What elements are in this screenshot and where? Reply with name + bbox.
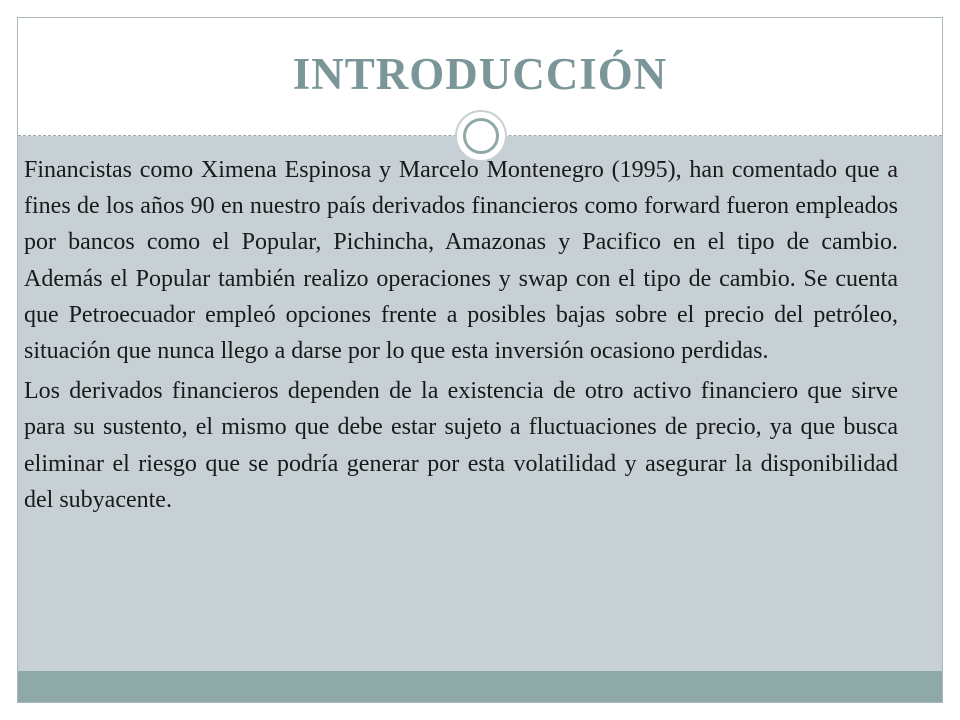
circle-ornament-ring	[463, 118, 499, 154]
slide-title: INTRODUCCIÓN	[292, 49, 668, 99]
footer-band	[18, 671, 942, 703]
paragraph-1: Financistas como Ximena Espinosa y Marcelo Montenegro (1995), han comentado que a fines de los años 90 en nuestro país derivados financieros como forward fueron empleados por bancos como el Popular, Pichincha, Amazonas y Pacifico en el tipo de cambio. Además el Popular también realizo operaciones y swap con el tipo de cambio. Se cuenta que Petroecuador empleó opciones frente a posibles bajas sobre el precio del petróleo, situación que nunca llego a darse por lo que esta inversión ocasiono perdidas.	[24, 157, 898, 365]
paragraph-2: Los derivados financieros dependen de la existencia de otro activo financiero que sirve para su sustento, el mismo que debe estar sujeto a fluctuaciones de precio, ya que busca eliminar el riesgo que se podría generar por esta volatilidad y asegurar la disponibilidad del subyacente.	[24, 378, 898, 513]
body-text	[24, 152, 898, 522]
